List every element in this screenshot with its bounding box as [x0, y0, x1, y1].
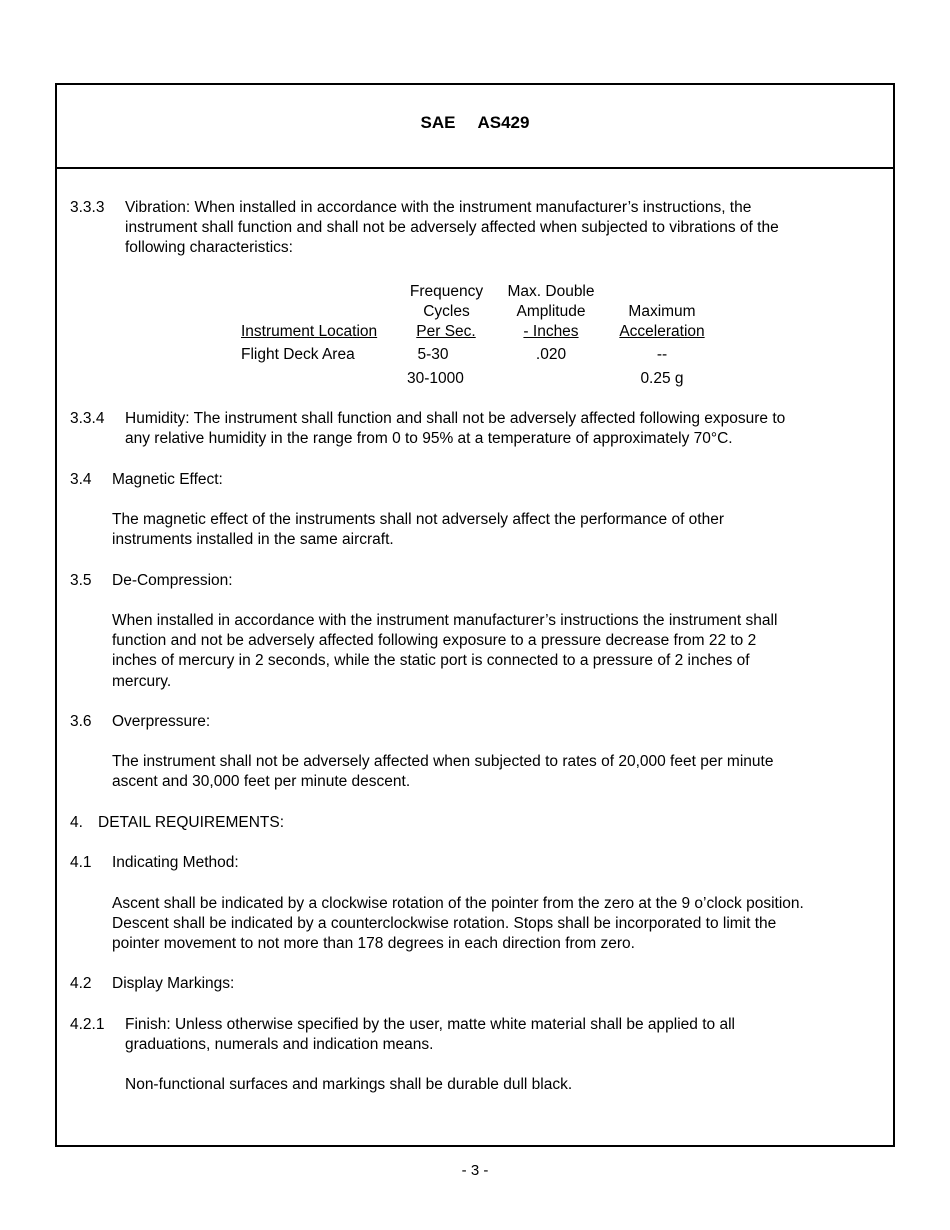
section-3-5-title: De-Compression:	[112, 572, 233, 589]
table-row-2-frequency: 30-1000	[407, 370, 464, 387]
section-number-4-2-1: 4.2.1	[70, 1016, 105, 1033]
section-3-6-title: Overpressure:	[112, 713, 211, 730]
section-4-2-1-line-3: Non-functional surfaces and markings shall be durable dull black.	[125, 1076, 573, 1093]
page-number: - 3 -	[461, 1162, 489, 1179]
table-row-1-frequency: 5-30	[417, 346, 449, 363]
section-3-3-3-line-2: instrument shall function and shall not be adversely affected when subjected to vibrations of the	[125, 219, 779, 236]
table-header-amplitude-2: Amplitude	[516, 303, 586, 320]
section-4-2-title: Display Markings:	[112, 975, 235, 992]
section-3-3-3-line-3: following characteristics:	[125, 239, 293, 256]
section-3-6-line-1: The instrument shall not be adversely affected when subjected to rates of 20,000 feet per minute	[112, 753, 774, 770]
section-3-4-title: Magnetic Effect:	[112, 471, 223, 488]
section-3-5-line-4: mercury.	[112, 673, 172, 690]
section-3-3-3-line-1: Vibration: When installed in accordance with the instrument manufacturer’s instructions, the	[125, 199, 752, 216]
section-number-3-4: 3.4	[70, 471, 92, 488]
header-org: SAE	[420, 113, 456, 132]
table-row-1-amplitude: .020	[535, 346, 567, 363]
section-4-title: DETAIL REQUIREMENTS:	[98, 814, 285, 831]
section-3-3-4-line-2: any relative humidity in the range from 0 to 95% at a temperature of approximately 70°C.	[125, 430, 733, 447]
table-header-frequency-2: Cycles	[423, 303, 470, 320]
section-3-3-4-line-1: Humidity: The instrument shall function and shall not be adversely affected following exposure to	[125, 410, 786, 427]
section-3-5-line-1: When installed in accordance with the instrument manufacturer’s instructions the instrument shall	[112, 612, 778, 629]
page-header	[57, 85, 893, 169]
section-4-1-title: Indicating Method:	[112, 854, 239, 871]
section-3-4-line-2: instruments installed in the same aircraft.	[112, 531, 394, 548]
section-4-1-line-1: Ascent shall be indicated by a clockwise rotation of the pointer from the zero at the 9 o’clock position.	[112, 895, 804, 912]
section-4-1-line-3: pointer movement to not more than 178 degrees in each direction from zero.	[112, 935, 635, 952]
section-number-3-3-4: 3.3.4	[70, 410, 105, 427]
table-header-frequency-3: Per Sec.	[416, 323, 476, 340]
table-row-2-acceleration: 0.25 g	[640, 370, 684, 387]
section-4-2-1-line-2: graduations, numerals and indication means.	[125, 1036, 434, 1053]
table-header-acceleration-1: Maximum	[628, 303, 696, 320]
section-4-2-1-line-1: Finish: Unless otherwise specified by the user, matte white material shall be applied to all	[125, 1016, 735, 1033]
document-title	[57, 113, 893, 133]
section-3-5-line-3: inches of mercury in 2 seconds, while the static port is connected to a pressure of 2 inches of	[112, 652, 750, 669]
table-row-1-acceleration: --	[656, 346, 668, 363]
section-number-3-6: 3.6	[70, 713, 92, 730]
section-number-3-3-3: 3.3.3	[70, 199, 105, 216]
section-number-4-2: 4.2	[70, 975, 92, 992]
table-header-amplitude-3: - Inches	[523, 323, 579, 340]
table-header-amplitude-1: Max. Double	[507, 283, 595, 300]
header-doc-number: AS429	[477, 113, 530, 132]
section-3-6-line-2: ascent and 30,000 feet per minute descent.	[112, 773, 411, 790]
table-row-1-location: Flight Deck Area	[241, 346, 355, 363]
table-header-frequency-1: Frequency	[409, 283, 484, 300]
section-4-1-line-2: Descent shall be indicated by a counterclockwise rotation. Stops shall be incorporated to limit the	[112, 915, 777, 932]
table-header-acceleration-2: Acceleration	[619, 323, 705, 340]
section-number-4: 4.	[70, 814, 83, 831]
table-header-location: Instrument Location	[241, 323, 378, 340]
section-3-5-line-2: function and not be adversely affected following exposure to a pressure decrease from 22 to 2	[112, 632, 757, 649]
section-number-3-5: 3.5	[70, 572, 92, 589]
section-number-4-1: 4.1	[70, 854, 92, 871]
section-3-4-line-1: The magnetic effect of the instruments shall not adversely affect the performance of other	[112, 511, 725, 528]
